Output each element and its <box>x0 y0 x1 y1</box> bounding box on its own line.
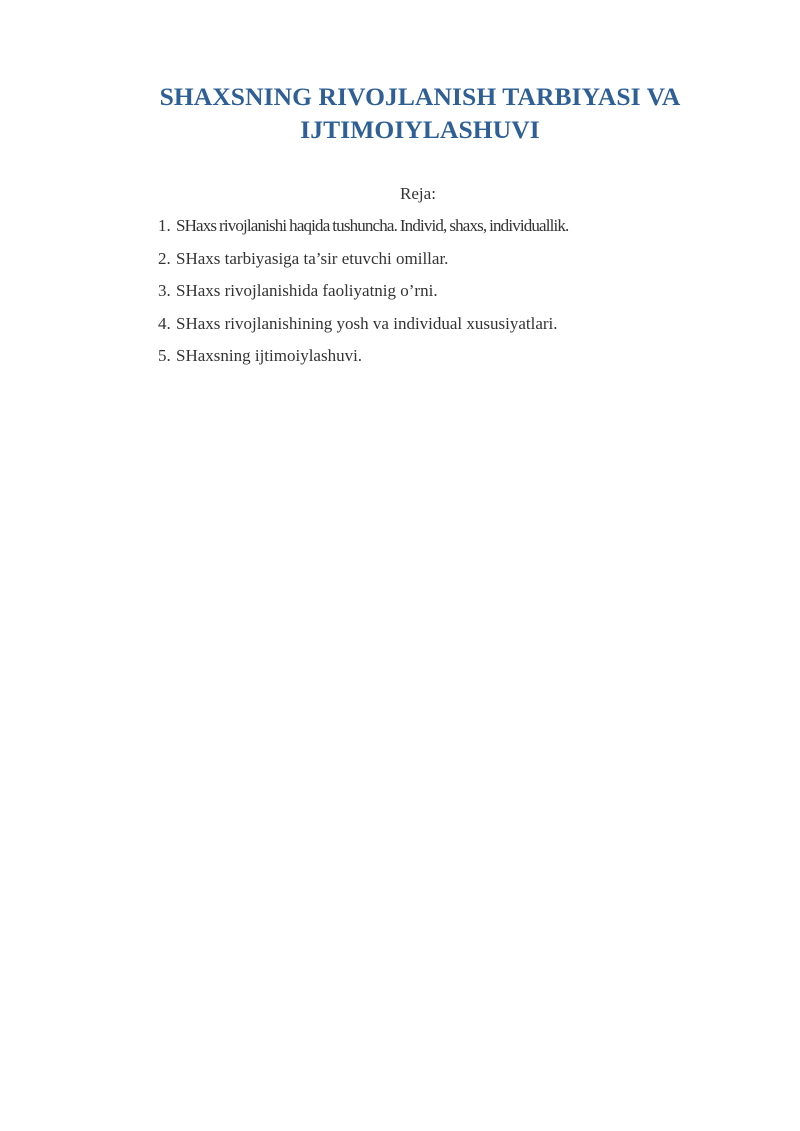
plan-item-3 <box>158 281 568 314</box>
plan-item-1 <box>158 216 568 249</box>
plan-item-5 <box>158 346 568 379</box>
document-title <box>90 80 750 146</box>
plan-list <box>158 216 568 379</box>
plan-item-text: SHaxsning ijtimoiylashuvi. <box>176 346 363 365</box>
plan-item-text: SHaxs rivojlanishida faoliyatnig o’rni. <box>176 281 438 300</box>
plan-heading: Reja: <box>400 184 436 203</box>
plan-item-number: 5. <box>158 346 171 365</box>
plan-item-number: 1. <box>158 216 171 235</box>
plan-item-text: SHaxs rivojlanishi haqida tushuncha. Individ, shaxs, individuallik. <box>176 216 569 235</box>
plan-item-2 <box>158 249 568 282</box>
title-line-2: IJTIMOIYLASHUVI <box>300 115 540 144</box>
plan-item-text: SHaxs rivojlanishining yosh va individual xususiyatlari. <box>176 313 558 333</box>
plan-item-text: SHaxs tarbiyasiga ta’sir etuvchi omillar. <box>176 248 449 268</box>
plan-item-number: 2. <box>158 248 171 268</box>
plan-item-number: 4. <box>158 313 171 333</box>
plan-item-4 <box>158 314 568 347</box>
plan-item-number: 3. <box>158 281 171 300</box>
title-line-1: SHAXSNING RIVOJLANISH TARBIYASI VA <box>159 82 681 111</box>
